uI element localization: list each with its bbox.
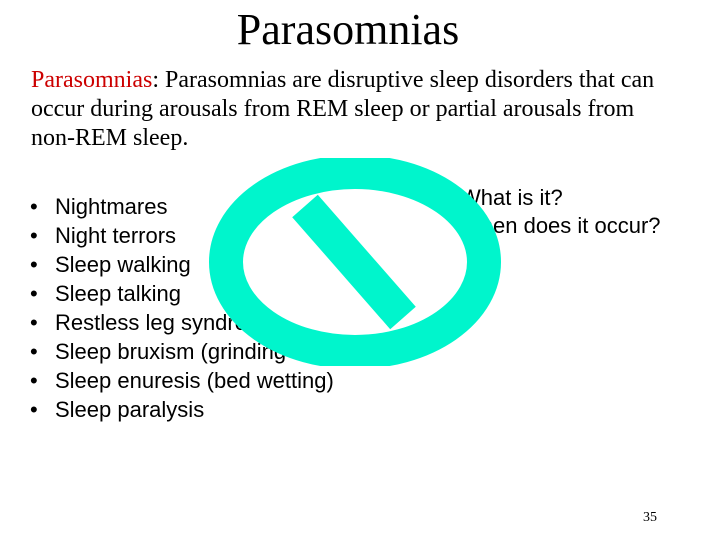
list-item: • Sleep enuresis (bed wetting)	[30, 366, 348, 395]
slide-title: Parasomnias	[236, 5, 460, 54]
list-item: • Night terrors	[30, 221, 348, 250]
definition-text: : Parasomnias are disruptive sleep disorders that can occur during arousals from REM sleep or partial arousals from non-REM sleep.	[31, 67, 655, 151]
definition-paragraph	[31, 66, 671, 153]
definition-term: Parasomnias	[31, 67, 153, 93]
question-what: What is it?	[460, 185, 563, 210]
list-item: • Sleep bruxism (grinding teeth)	[30, 337, 348, 366]
list-item: • Nightmares	[30, 192, 348, 221]
list-item: • Sleep walking	[30, 250, 348, 279]
list-item: • Restless leg syndrome	[30, 308, 348, 337]
list-item: • Sleep paralysis	[30, 395, 348, 424]
question-when: When does it occur?	[460, 213, 661, 238]
no-symbol-icon	[205, 158, 505, 366]
list-item: • Sleep talking	[30, 279, 348, 308]
page-number: 35	[643, 510, 657, 525]
no-symbol-bar	[305, 206, 403, 318]
